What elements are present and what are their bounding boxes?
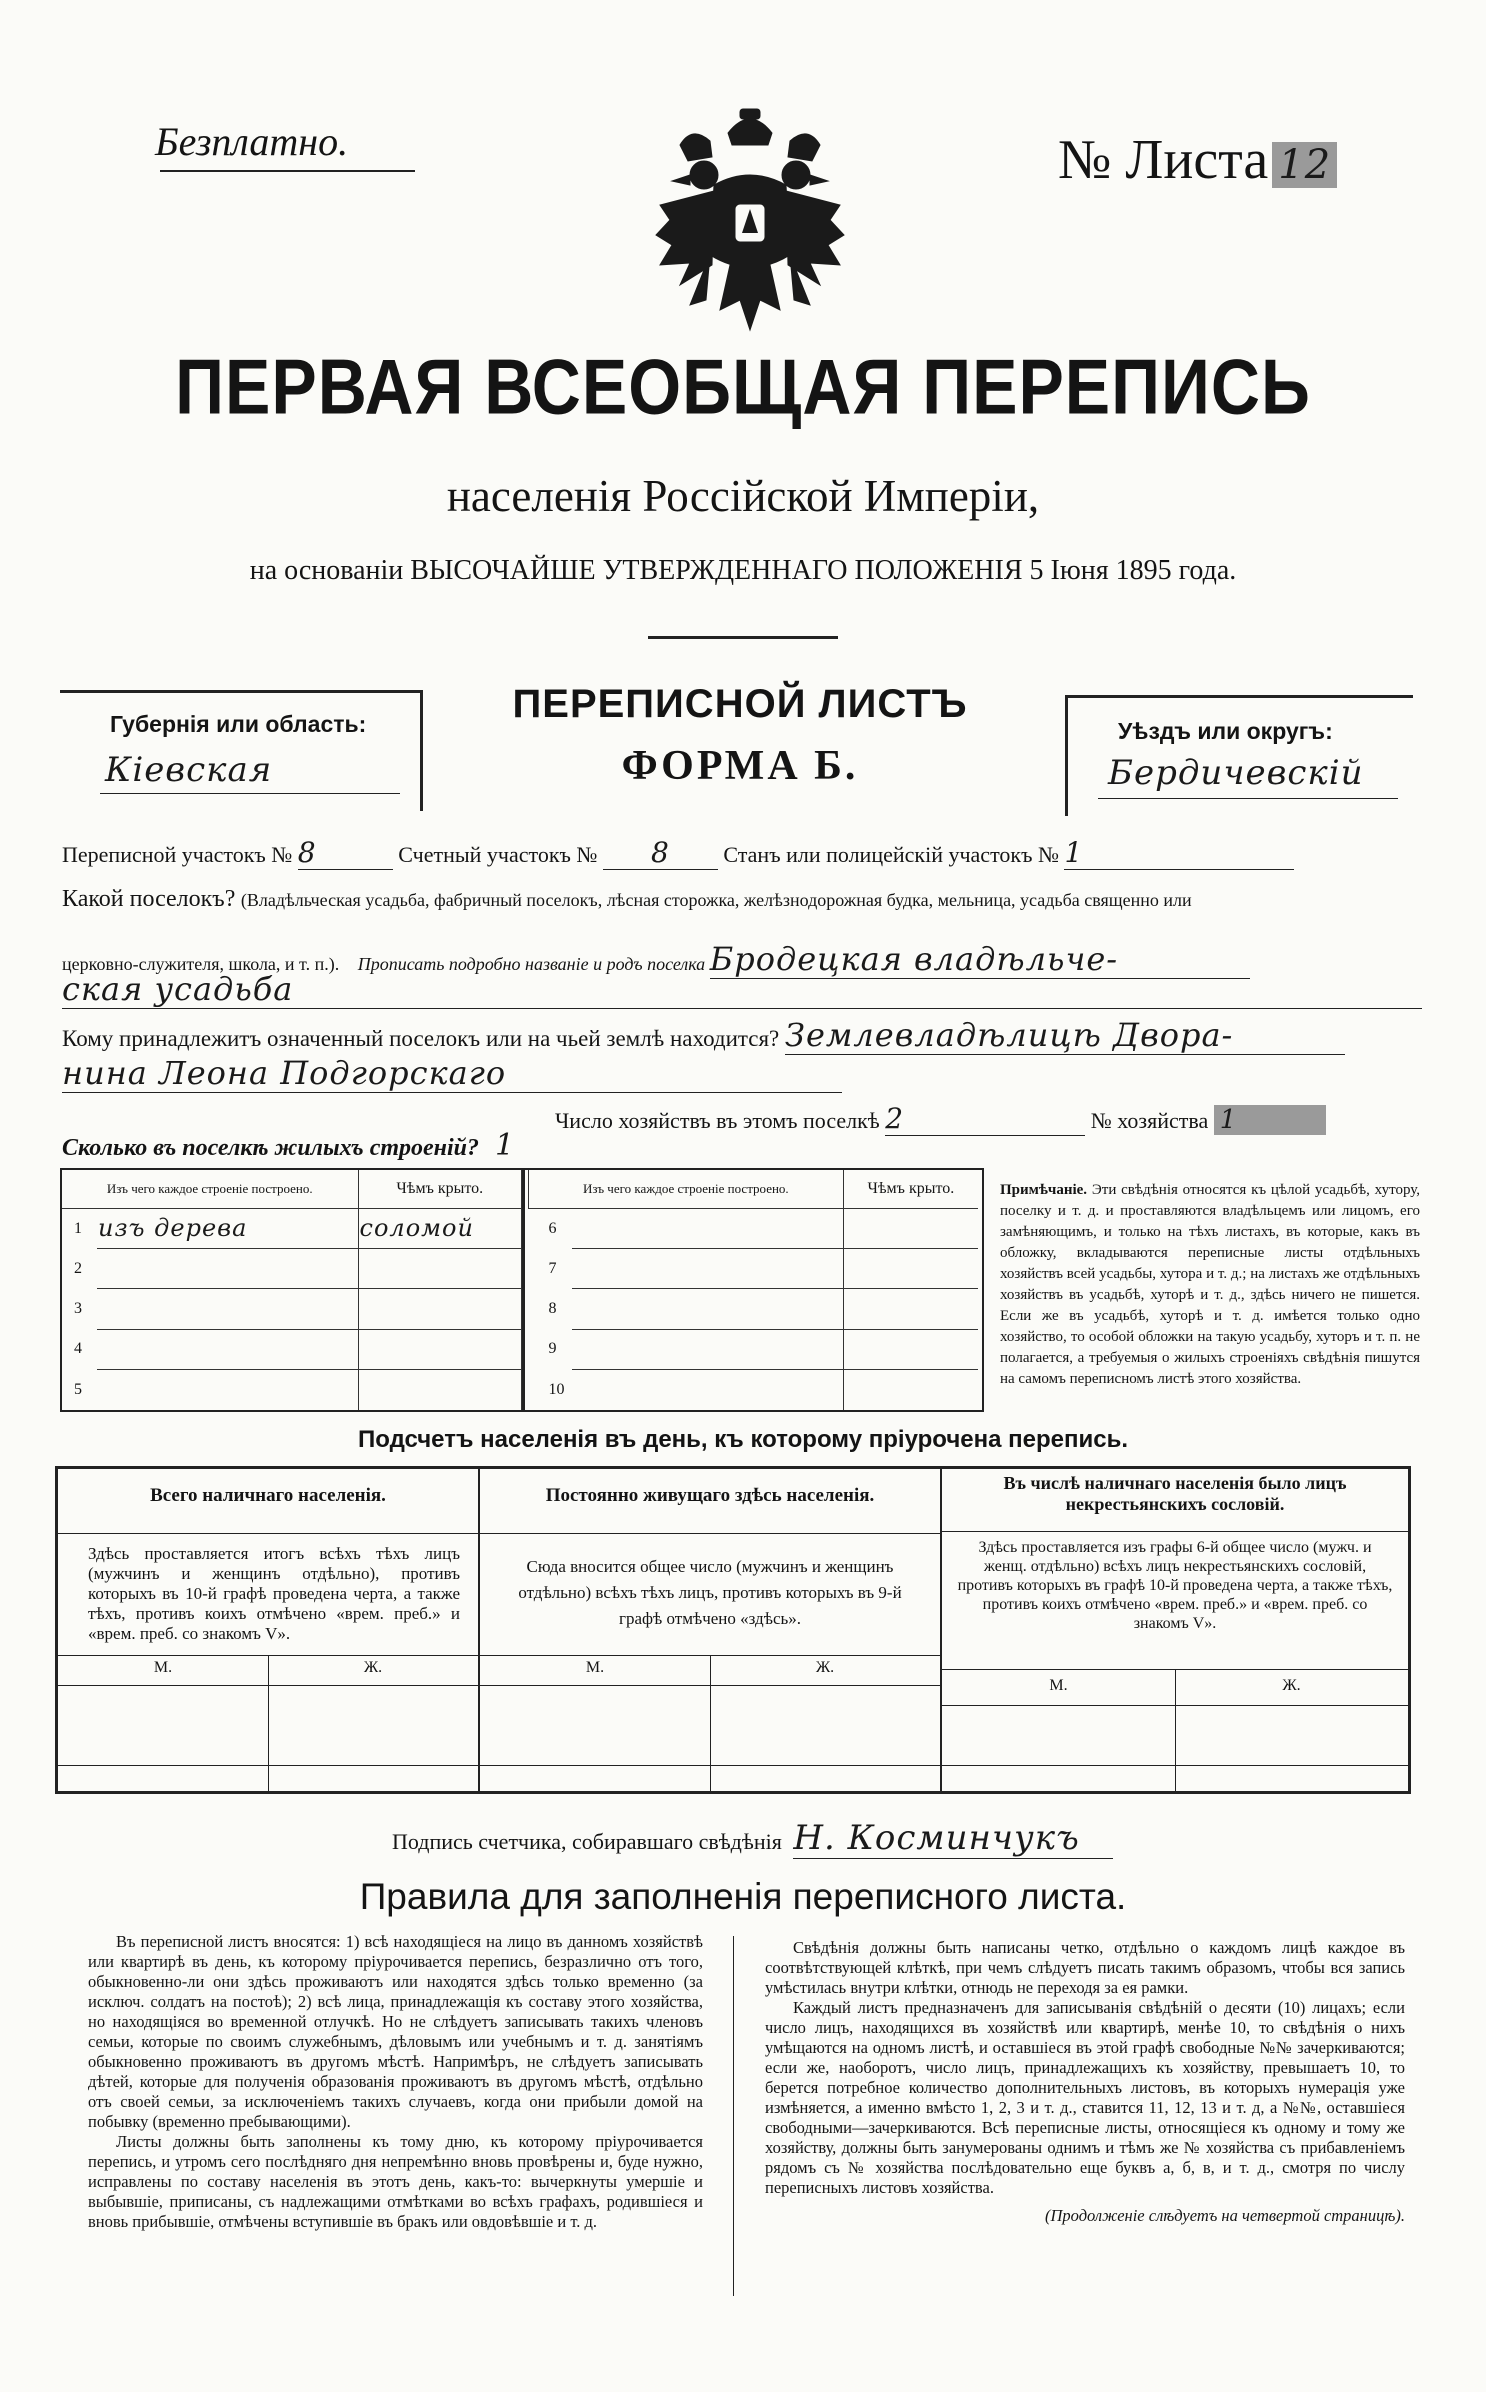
rules-divider — [733, 1936, 734, 2296]
settlement-value-2: ская усадьба — [62, 970, 1422, 1009]
sheet-number-value: 12 — [1272, 142, 1337, 188]
col-permanent-title: Постоянно живущаго здѣсь населенія. — [480, 1469, 940, 1534]
buildings-value: 1 — [495, 1128, 516, 1163]
table-divider — [522, 1170, 525, 1410]
col-nonpeasant-title: Въ числѣ наличнаго населенія было лицъ некрестьянскихъ сословій. — [942, 1469, 1408, 1532]
table-row: 6 — [529, 1208, 979, 1248]
col-permanent-text: Сюда вносится общее число (мужчинъ и женщинъ отдѣльно) всѣхъ тѣхъ лицъ, противъ которыхъ въ 9-й графѣ отмѣчено «здѣсь». — [518, 1557, 902, 1628]
col-total-text: Здѣсь проставляется итогъ всѣхъ тѣхъ лицъ (мужчинъ и женщинъ отдѣльно), противъ которыхъ въ 10-й графѣ проведена черта, а также тѣхъ, противъ коихъ отмѣчено «врем. преб.» и «врем. преб. со знакомъ V». — [88, 1544, 460, 1643]
col-total-title: Всего наличнаго населенія. — [58, 1469, 478, 1534]
rules-left-p1: Въ переписной листъ вносятся: 1) всѣ находящіеся на лицо въ данномъ хозяйствѣ или квартирѣ въ день, къ которому пріурочивается перепись, безразлично отъ того, обыкновенно-ли они здѣсь проживаютъ или находятся здѣсь только временно (за исключ. солдатъ на постоѣ); 2) всѣ лица, принадлежащія къ составу этого хозяйства, но находящіяся во временной отлучкѣ. Но не слѣдуетъ записывать такихъ членовъ семьи, которые по своимъ служебнымъ, дѣловымъ или учебнымъ и т. д. занятіямъ обыкновенно проживаютъ въ другомъ мѣстѣ. Напримѣръ, не слѣдуетъ записывать дѣтей, которые для полученія образованія проживаютъ въ другомъ мѣстѣ, отдѣльно отъ своей семьи, за исключеніемъ такихъ случаевъ, когда они прибыли домой на побывку (временно пребывающими). — [88, 1932, 703, 2131]
province-label: Губернія или область: — [110, 711, 367, 737]
household-no-label: № хозяйства — [1090, 1108, 1209, 1133]
col-total-f: Ж. — [363, 1659, 383, 1676]
settlement-hint-2: церковно-служителя, школа, и т. п.). — [62, 954, 340, 974]
district-value: Бердичевскій — [1108, 753, 1364, 793]
census-area-value: 8 — [298, 836, 393, 870]
owner-line — [62, 1016, 1345, 1055]
signature-value: Н. Косминчукъ — [793, 1818, 1113, 1859]
police-area-value: 1 — [1064, 836, 1294, 870]
note-text: Эти свѣдѣнія относятся къ цѣлой усадьбѣ, хутору, поселку и т. д. и проставляются владѣльцемъ или лицомъ, его замѣняющимъ, и только на тѣхъ листахъ, въ которые, какъ въ обложку, вкладываются переписные листы отдѣльныхъ хозяйствъ всей усадьбы, хутора и т. д.; на листахъ же отдѣльныхъ хозяйствъ въ усадьбѣ, хуторѣ и т. д., здѣсь ничего не пишется. Если же въ усадьбѣ, хуторѣ и т. д. имѣется только одно хозяйство, то особой обложки на такую усадьбу, хуторъ и т. п. не полагается, а требуемыя о жилыхъ строеніяхъ свѣдѣнія пишутся на самомъ переписномъ листѣ этого хозяйства. — [1000, 1182, 1421, 1387]
coat-of-arms-emblem — [650, 105, 850, 345]
page-title: ПЕРВАЯ ВСЕОБЩАЯ ПЕРЕПИСЬ — [175, 343, 1311, 431]
province-value: Кіевская — [105, 750, 273, 790]
col-nonpeasant-text: Здѣсь проставляется изъ графы 6-й общее число (мужч. и женщ. отдѣльно) всѣхъ лицъ некрестьянскихъ сословій, противъ которыхъ въ графѣ 10-й проведена черта, а также тѣхъ, противъ коихъ отмѣчено «врем. преб.» и «врем. преб. со знакомъ V». — [957, 1539, 1393, 1632]
page-subtitle: населенія Россійской Имперіи, — [446, 471, 1040, 521]
col-nonpeasant-m: М. — [1049, 1677, 1068, 1694]
col-roof-header-2: Чѣмъ крыто. — [843, 1170, 978, 1208]
district-underline — [1098, 798, 1398, 799]
note-block — [1000, 1180, 1420, 1390]
table-row: 8 — [529, 1289, 979, 1329]
col-nonpeasant-f: Ж. — [1282, 1677, 1301, 1694]
settlement-hint: (Владѣльческая усадьба, фабричный поселокъ, лѣсная сторожка, желѣзнодорожная будка, мельница, усадьба священно или — [240, 890, 1192, 910]
settlement-label: Какой поселокъ? — [62, 886, 236, 912]
areas-line — [62, 836, 1294, 870]
household-no-value: 1 — [1214, 1105, 1326, 1135]
population-heading: Подсчетъ населенія въ день, къ которому пріурочена перепись. — [358, 1426, 1128, 1453]
sheet-number-label: № Листа — [1058, 129, 1269, 191]
rules-left — [88, 1932, 703, 2232]
rules-left-p2: Листы должны быть заполнены къ тому дню, къ которому пріурочивается перепись, и утромъ сего послѣдняго дня непремѣнно вновь провѣрены и, буде нужно, исправлены по составу населенія въ этотъ день, какъ-то: вычеркнуты умершіе и выбывшіе, приписаны, съ надлежащими отмѣтками во всѣхъ графахъ, родившіеся и вновь прибывшіе, отмѣчены вступившіе въ бракъ или овдовѣвшіе и т. д. — [88, 2132, 703, 2231]
signature-label: Подпись счетчика, собиравшаго свѣдѣнія — [392, 1829, 782, 1854]
households-label: Число хозяйствъ въ этомъ поселкѣ — [555, 1108, 880, 1133]
title-divider — [648, 636, 838, 639]
rules-right — [765, 1938, 1405, 2226]
buildings-label: Сколько въ поселкѣ жилыхъ строеній? — [62, 1135, 479, 1161]
material-cell: изъ дерева — [97, 1208, 358, 1248]
sheet-title: ПЕРЕПИСНОЙ ЛИСТЪ — [512, 682, 968, 726]
police-area-label: Станъ или полицейскій участокъ № — [723, 842, 1059, 867]
district-box — [1065, 695, 1413, 816]
table-row: 5 — [62, 1370, 522, 1410]
count-area-value: 8 — [603, 836, 718, 870]
settlement-value: Бродецкая владѣльче- — [710, 940, 1250, 979]
rules-title: Правила для заполненія переписного листа. — [359, 1876, 1127, 1917]
settlement-instruction: Прописать подробно названіе и родъ поселка — [357, 954, 706, 974]
table-row: 9 — [529, 1329, 979, 1369]
rules-right-p2: Каждый листъ предназначенъ для записыванія свѣдѣній о десяти (10) лицахъ; если число лицъ, находящихся въ хозяйствѣ или квартирѣ, менѣе 10, то свѣдѣнія о нихъ умѣщаются на одномъ листѣ, и оставшіеся въ этой графѣ свободные №№ зачеркиваются; если же, наоборотъ, число лицъ, принадлежащихъ къ хозяйству, превышаетъ 10, то берется потребное количество дополнительныхъ листовъ, въ которыхъ нумерація уже измѣняется, а именно вмѣсто 1, 2, 3 и т. д., ставится 11, 12, 13 и т. д, а №№, оставшіеся свободными—зачеркиваются. Всѣ переписные листы, относящіеся къ одному и тому же хозяйству, должны быть занумерованы однимъ и тѣмъ же № хозяйства съ прибавленіемъ рядомъ съ № хозяйства послѣдовательно еще буквъ а, б, в, и т. д., смотря по числу переписныхъ листовъ хозяйства. — [765, 1998, 1405, 2197]
table-row: 1 изъ дерева соломой — [62, 1208, 522, 1248]
free-label: Безплатно. — [155, 119, 349, 164]
owner-value: Землевладѣлицѣ Двора- — [785, 1016, 1345, 1055]
settlement-line — [62, 886, 1192, 913]
col-material-header-2: Изъ чего каждое строеніе построено. — [529, 1170, 844, 1208]
owner-label: Кому принадлежитъ означенный поселокъ или на чьей землѣ находится? — [62, 1026, 780, 1051]
col-material-header: Изъ чего каждое строеніе построено. — [62, 1170, 358, 1208]
sheet-number — [1058, 128, 1337, 192]
province-underline — [100, 793, 400, 794]
population-col-total — [58, 1469, 480, 1791]
buildings-table-left — [62, 1170, 522, 1410]
table-row: 7 — [529, 1249, 979, 1289]
col-permanent-f: Ж. — [815, 1659, 835, 1676]
rules-continued: (Продолженіе слѣдуетъ на четвертой страницѣ). — [1045, 2206, 1405, 2225]
district-label: Уѣздъ или округъ: — [1118, 718, 1333, 744]
table-row: 3 — [62, 1289, 522, 1329]
population-col-permanent — [480, 1469, 942, 1791]
col-roof-header: Чѣмъ крыто. — [358, 1170, 521, 1208]
free-underline — [160, 170, 415, 172]
households-line — [555, 1102, 1326, 1136]
roof-cell: соломой — [358, 1208, 521, 1248]
col-total-m: М. — [153, 1659, 173, 1676]
population-col-nonpeasant — [942, 1469, 1408, 1791]
buildings-table — [60, 1168, 984, 1412]
buildings-line — [62, 1128, 515, 1163]
census-area-label: Переписной участокъ № — [62, 842, 293, 867]
province-box — [60, 690, 423, 811]
table-row: 4 — [62, 1329, 522, 1369]
table-row: 2 — [62, 1249, 522, 1289]
population-table — [55, 1466, 1411, 1794]
basis-line: на основаніи ВЫСОЧАЙШЕ УТВЕРЖДЕННАГО ПОЛОЖЕНІЯ 5 Іюня 1895 года. — [249, 555, 1237, 586]
signature-line — [392, 1818, 1113, 1859]
form-title: ФОРМА Б. — [621, 743, 859, 789]
table-row: 10 — [529, 1370, 979, 1410]
count-area-label: Счетный участокъ № — [398, 842, 598, 867]
col-permanent-m: М. — [585, 1659, 605, 1676]
owner-value-2: нина Леона Подгорскаго — [62, 1054, 842, 1093]
note-heading: Примѣчаніе. — [1000, 1182, 1088, 1198]
buildings-table-right — [528, 1170, 978, 1410]
rules-right-p1: Свѣдѣнія должны быть написаны четко, отдѣльно о каждомъ лицѣ каждое въ соотвѣтствующей клѣткѣ, при чемъ слѣдуетъ писать такимъ образомъ, чтобы вся запись умѣстилась внутри клѣтки, отнюдь не переходя за ея рамки. — [765, 1938, 1405, 1997]
households-value: 2 — [885, 1102, 1085, 1136]
